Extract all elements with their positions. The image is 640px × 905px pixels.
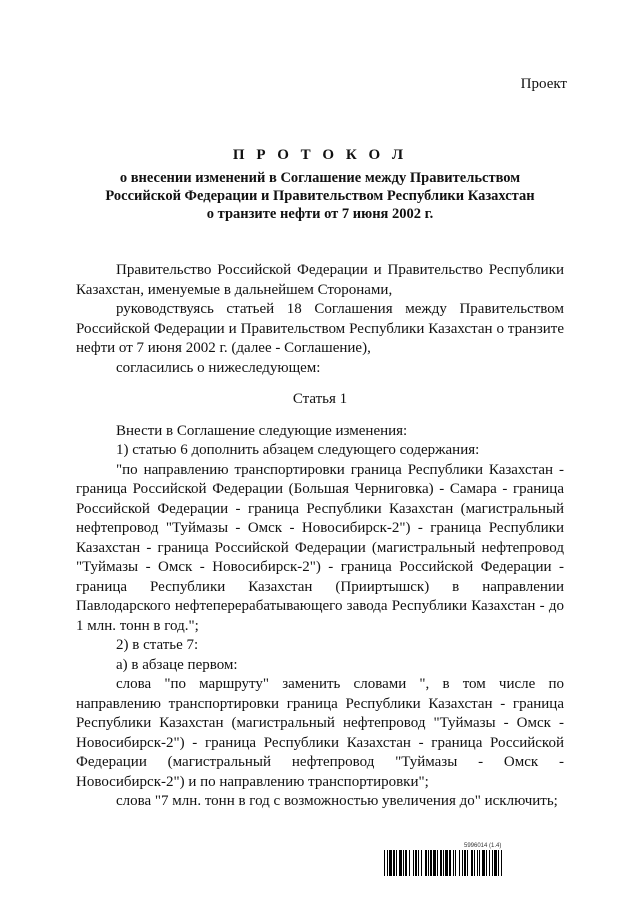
article-paragraph: слова "по маршруту" заменить словами ", в том числе по направлению транспортировки граница Республики Казахстан - граница Республики Казахстан (магистральный нефтепровод "Туймазы - Омск - Новосибирск-2") - граница Республики Казахстан - граница Российской Федерации (магистральный нефтепровод "Туймазы - Омск - Новосибирск-2") и по направлению транспортировки"; bbox=[76, 676, 564, 790]
barcode-bar bbox=[477, 850, 478, 876]
barcode-bar bbox=[384, 850, 385, 876]
barcode-bar bbox=[396, 850, 397, 876]
barcode-bar bbox=[486, 850, 487, 876]
subtitle-line: о внесении изменений в Соглашение между Правительством bbox=[119, 170, 521, 186]
barcode-bar bbox=[403, 850, 404, 876]
barcode-bar bbox=[492, 850, 493, 876]
barcode-bar bbox=[425, 850, 427, 876]
barcode-bar bbox=[462, 850, 463, 876]
article-paragraph: Внести в Соглашение следующие изменения: bbox=[116, 422, 408, 439]
barcode-bar bbox=[474, 850, 475, 876]
barcode-bar bbox=[449, 850, 451, 876]
barcode-bar bbox=[443, 850, 444, 876]
barcode-bar bbox=[482, 850, 485, 876]
barcode-bar bbox=[464, 850, 466, 876]
barcode-bar bbox=[409, 850, 410, 876]
barcode-bar bbox=[455, 850, 456, 876]
document-title: П Р О Т О К О Л bbox=[232, 147, 408, 163]
barcode-bar bbox=[399, 850, 402, 876]
barcode-bar bbox=[389, 850, 392, 876]
barcode-caption: 5996014 (1.4) bbox=[464, 843, 502, 849]
barcode-bar bbox=[430, 850, 432, 876]
document-body bbox=[76, 261, 564, 812]
barcode-bar bbox=[498, 850, 499, 876]
article-paragraph: а) в абзаце первом: bbox=[116, 656, 238, 673]
subtitle-line: о транзите нефти от 7 июня 2002 г. bbox=[206, 206, 434, 222]
barcode-bar bbox=[459, 850, 460, 876]
barcode-bar bbox=[418, 850, 419, 876]
barcode-bar bbox=[489, 850, 490, 876]
barcode-bar bbox=[440, 850, 442, 876]
article-paragraph: 1) статью 6 дополнить абзацем следующего содержания: bbox=[116, 442, 480, 458]
preamble-paragraph: согласились о нижеследующем: bbox=[116, 359, 321, 376]
barcode-bar bbox=[479, 850, 480, 876]
barcode-bar bbox=[405, 850, 407, 876]
barcode-bar bbox=[471, 850, 473, 876]
document-subtitle bbox=[80, 169, 560, 223]
barcode-bar bbox=[467, 850, 468, 876]
barcode-bar bbox=[433, 850, 436, 876]
barcode-bar bbox=[413, 850, 414, 876]
draft-mark: Проект bbox=[520, 76, 567, 92]
barcode-bar bbox=[387, 850, 388, 876]
barcode-bar bbox=[437, 850, 438, 876]
article-paragraph: "по направлению транспортировки граница Республики Казахстан - граница Российской Федерации (Большая Черниговка) - Самара - граница Российской Федерации - граница Республики Казахстан (магистральный нефтепровод "Туймазы - Омск - Новосибирск-2") - граница Республики Казахстан - граница Российской Федерации (магистральный нефтепровод "Туймазы - Омск - Новосибирск-2") - граница Российской Федерации - граница Республики Казахстан (Прииртышск) в направлении Павлодарского нефтеперерабатывающего завода Республики Казахстан - до 1 млн. тонн в год."; bbox=[76, 461, 564, 634]
barcode-bar bbox=[415, 850, 417, 876]
article-paragraph: 2) в статье 7: bbox=[116, 637, 199, 653]
barcode-bar bbox=[421, 850, 422, 876]
article-paragraph: слова "7 млн. тонн в год с возможностью увеличения до" исключить; bbox=[116, 793, 558, 809]
barcode-bar bbox=[453, 850, 454, 876]
preamble-paragraph: руководствуясь статьей 18 Соглашения между Правительством Российской Федерации и Правительством Республики Казахстан о транзите нефти от 7 июня 2002 г. (далее - Соглашение), bbox=[76, 301, 564, 356]
barcode-icon bbox=[384, 850, 564, 876]
barcode-bar bbox=[393, 850, 395, 876]
barcode-bar bbox=[445, 850, 448, 876]
barcode-bar bbox=[428, 850, 429, 876]
barcode-bar bbox=[494, 850, 497, 876]
barcode-block bbox=[384, 843, 564, 876]
article-heading: Статья 1 bbox=[292, 391, 348, 407]
barcode-bar bbox=[501, 850, 502, 876]
subtitle-line: Российской Федерации и Правительством Республики Казахстан bbox=[105, 188, 535, 204]
preamble-paragraph: Правительство Российской Федерации и Правительство Республики Казахстан, именуемые в дальнейшем Сторонами, bbox=[76, 262, 564, 298]
